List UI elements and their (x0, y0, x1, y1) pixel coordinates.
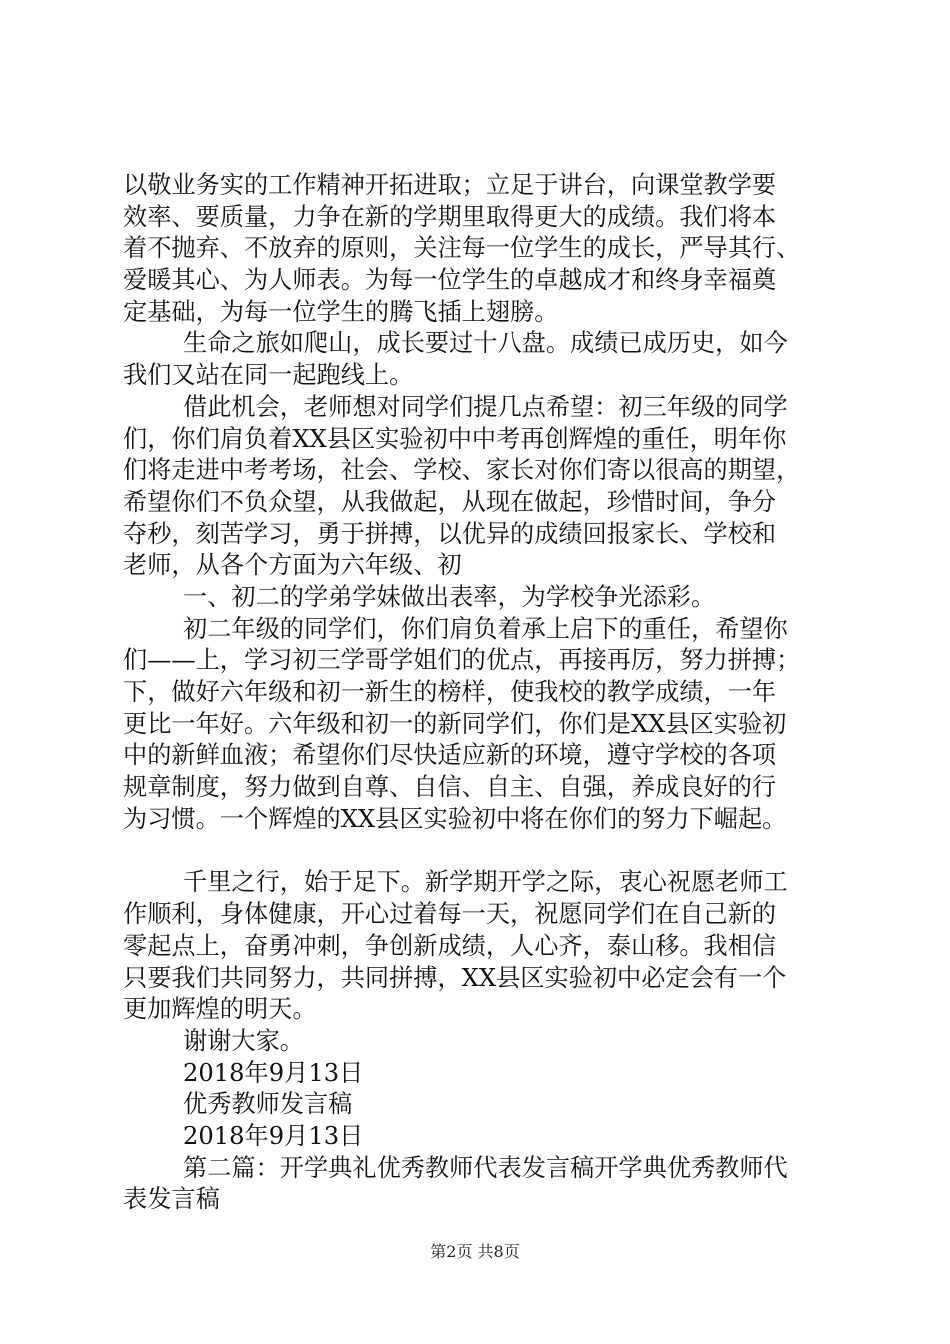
text-line: 表发言稿 (123, 1185, 220, 1214)
paragraph (123, 170, 838, 328)
paragraph (123, 392, 838, 582)
text-line: 中的新鲜血液；希望你们尽快适应新的环境，遵守学校的各项 (123, 741, 777, 770)
closing-line: 谢谢大家。 (183, 1026, 304, 1055)
section-heading (123, 1153, 838, 1216)
paragraph (123, 582, 838, 614)
text-line: 为习惯。一个辉煌的XX县区实验初中将在你们的努力下崛起。 (123, 804, 787, 833)
text-line: 规章制度，努力做到自尊、自信、自主、自强，养成良好的行 (123, 773, 777, 802)
text-line: 们——上，学习初三学哥学姐们的优点，再接再厉，努力拼搏； (123, 646, 801, 675)
document-body (123, 170, 838, 1216)
text-line: 千里之行，始于足下。新学期开学之际，衷心祝愿老师工 (183, 868, 788, 897)
text-line: 定基础，为每一位学生的腾飞插上翅膀。 (123, 297, 559, 326)
text-line: 老师，从各个方面为六年级、初 (123, 551, 462, 580)
paragraph (123, 867, 838, 1025)
text-line: 零起点上，奋勇冲刺，争创新成绩，人心齐，泰山移。我相信 (123, 931, 777, 960)
text-line: 只要我们共同努力，共同拼搏，XX县区实验初中必定会有一个 (123, 963, 787, 992)
text-line: 们，你们肩负着XX县区实验初中中考再创辉煌的重任，明年你 (123, 424, 787, 453)
text-line: 生命之旅如爬山，成长要过十八盘。成绩已成历史，如今 (183, 329, 788, 358)
text-line: 着不抛弃、不放弃的原则，关注每一位学生的成长，严导其行、 (123, 234, 801, 263)
paragraph (123, 328, 838, 391)
text-line: 爱暖其心、为人师表。为每一位学生的卓越成才和终身幸福奠 (123, 266, 777, 295)
text-line: 更比一年好。六年级和初一的新同学们，你们是XX县区实验初 (123, 709, 787, 738)
date-line: 2018年9月13日 (183, 1058, 364, 1087)
text-line: 初二年级的同学们，你们肩负着承上启下的重任，希望你 (183, 614, 788, 643)
text-line: 希望你们不负众望，从我做起，从现在做起，珍惜时间，争分 (123, 487, 777, 516)
paragraph-spacer (123, 835, 838, 867)
text-line: 夺秒，刻苦学习，勇于拼搏，以优异的成绩回报家长、学校和 (123, 519, 777, 548)
text-line: 作顺利，身体健康，开心过着每一天，祝愿同学们在自己新的 (123, 900, 777, 929)
text-line: 更加辉煌的明天。 (123, 995, 317, 1024)
text-line: 效率、要质量，力争在新的学期里取得更大的成绩。我们将本 (123, 202, 777, 231)
text-line: 我们又站在同一起跑线上。 (123, 361, 414, 390)
date-line: 2018年9月13日 (183, 1121, 364, 1150)
text-line: 一、初二的学弟学妹做出表率，为学校争光添彩。 (183, 582, 716, 611)
page-footer: 第2页 共8页 (430, 1242, 520, 1261)
text-line: 第二篇：开学典礼优秀教师代表发言稿开学典优秀教师代 (183, 1153, 788, 1182)
text-line: 下，做好六年级和初一新生的榜样，使我校的教学成绩，一年 (123, 678, 777, 706)
text-line: 以敬业务实的工作精神开拓进取；立足于讲台，向课堂教学要 (123, 171, 777, 199)
text-line: 们将走进中考考场，社会、学校、家长对你们寄以很高的期望， (123, 456, 801, 485)
document-title: 优秀教师发言稿 (183, 1090, 353, 1119)
text-line: 借此机会，老师想对同学们提几点希望：初三年级的同学 (183, 392, 788, 421)
paragraph (123, 614, 838, 836)
